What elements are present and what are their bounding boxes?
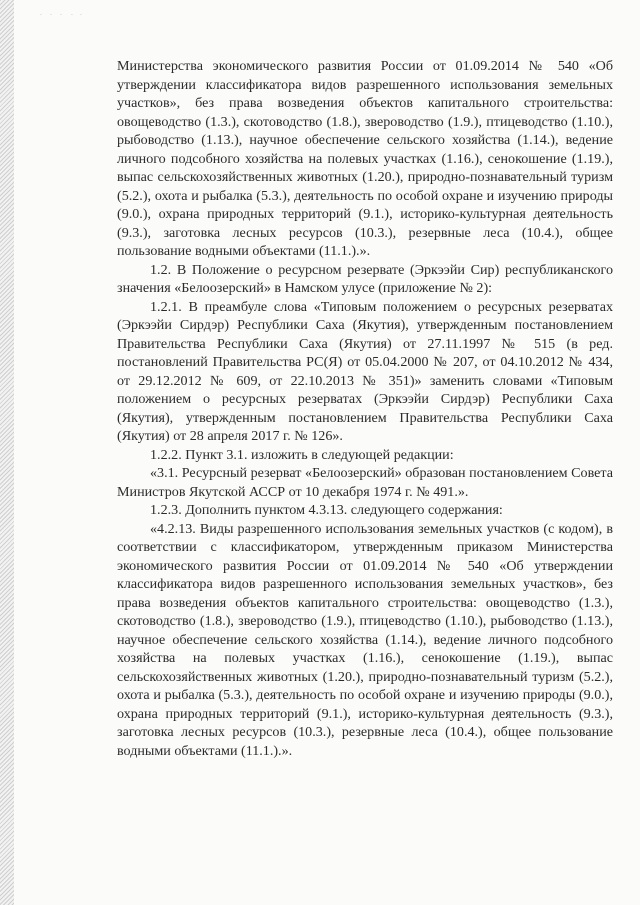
paragraph-3-1-quote: «3.1. Ресурсный резерват «Белоозерский» образован постановлением Совета Министров Якутской АССР от 10 декабря 1974 г. № 491.». [117, 465, 613, 500]
paragraph-1-2-1: 1.2.1. В преамбуле слова «Типовым положением о ресурсных резерватах (Эркээйи Сирдэр) Республики Саха (Якутия), утвержденным постановлением Правительства Республики Саха (Якутия) от 27.11.1997 № 515 (в ред. постановлений Правительства РС(Я) от 05.04.2000 № 207, от 04.10.2012 № 434, от 29.12.2012 № 609, от 22.10.2013 № 351)» заменить словами «Типовым положением о ресурсных резерватах (Эркээйи Сирдэр) Республики Саха (Якутия), утвержденным постановлением Правительства Республики Саха (Якутия) от 28 апреля 2017 г. № 126». [117, 298, 613, 444]
scan-mark: · [50, 12, 52, 19]
scan-mark: · [60, 12, 62, 19]
scan-mark: · [40, 12, 42, 19]
paragraph-1-2: 1.2. В Положение о ресурсном резервате (Эркээйи Сир) республиканского значения «Белоозерский» в Намском улусе (приложение № 2): [117, 261, 613, 296]
paragraph-continuation: Министерства экономического развития России от 01.09.2014 № 540 «Об утверждении классификатора видов разрешенного использования земельных участков», без права возведения объектов капитального строительства: овощеводство (1.3.), скотоводство (1.8.), звероводство (1.9.), птицеводство (1.10.), рыбоводство (1.13.), научное обеспечение сельского хозяйства (1.14.), ведение личного подсобного хозяйства на полевых участках (1.16.), сенокошение (1.19.), выпас сельскохозяйственных животных (1.20.), природно-познавательный туризм (5.2.), охота и рыбалка (5.3.), деятельность по особой охране и изучению природы (9.0.), охрана природных территорий (9.1.), историко-культурная деятельность (9.3.), заготовка лесных ресурсов (10.3.), резервные леса (10.4.), общее пользование водными объектами (11.1.).». [117, 58, 613, 259]
paragraph-1-2-3: 1.2.3. Дополнить пунктом 4.3.13. следующего содержания: [150, 502, 503, 518]
scan-mark: · [71, 12, 73, 19]
scan-mark: · [80, 12, 82, 19]
paragraph-4-2-13-quote: «4.2.13. Виды разрешенного использования земельных участков (с кодом), в соответствии с классификатором, утвержденным приказом Министерства экономического развития России от 01.09.2014 № 540 «Об утверждении классификатора видов разрешенного использования земельных участков», без права возведения объектов капитального строительства: овощеводство (1.3.), скотоводство (1.8.), звероводство (1.9.), птицеводство (1.10.), рыбоводство (1.13.), научное обеспечение сельского хозяйства (1.14.), ведение личного подсобного хозяйства на полевых участках (1.16.), сенокошение (1.19.), выпас сельскохозяйственных животных (1.20.), природно-познавательный туризм (5.2.), охота и рыбалка (5.3.), деятельность по особой охране и изучению природы (9.0.), охрана природных территорий (9.1.), историко-культурная деятельность (9.3.), заготовка лесных ресурсов (10.3.), резервные леса (10.4.), общее пользование водными объектами (11.1.).». [117, 520, 613, 759]
scan-left-edge [0, 0, 14, 905]
paragraph-1-2-2: 1.2.2. Пункт 3.1. изложить в следующей редакции: [150, 446, 454, 463]
document-body [117, 57, 613, 760]
